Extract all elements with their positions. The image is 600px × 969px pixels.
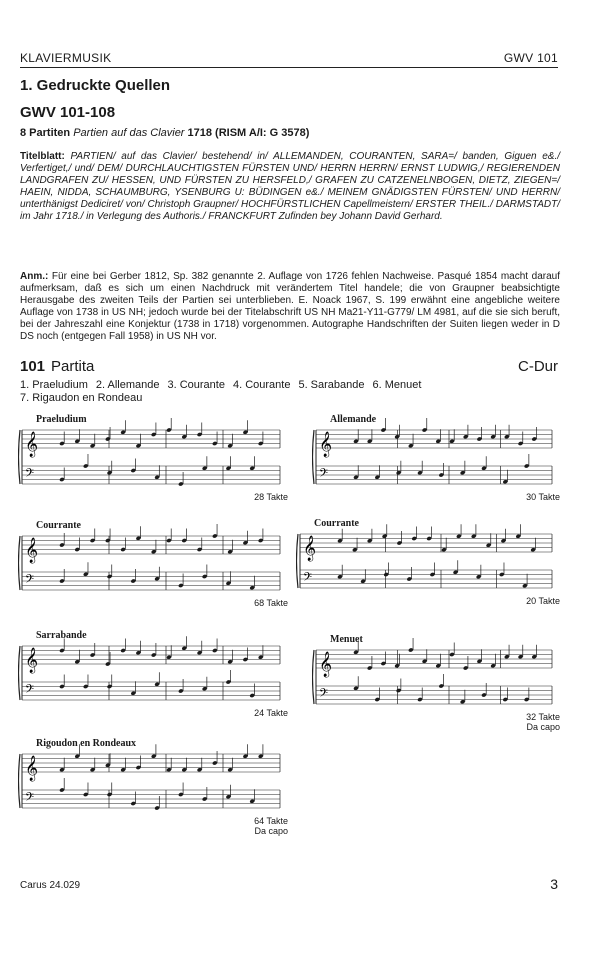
svg-text:𝄞: 𝄞 — [25, 538, 39, 563]
movement-item: 6. Menuet — [372, 379, 422, 391]
svg-text:𝄢: 𝄢 — [25, 683, 35, 699]
anm-paragraph — [20, 271, 560, 344]
takte-label: 28 Takte — [254, 492, 288, 502]
incipit-title: Courrante — [314, 518, 359, 529]
work-title: GWV 101-108 — [20, 104, 116, 121]
incipit-allemande — [312, 414, 560, 508]
svg-text:𝄢: 𝄢 — [319, 467, 329, 483]
svg-text:𝄢: 𝄢 — [319, 687, 329, 703]
anm-text: Für eine bei Gerber 1812, Sp. 382 genannte 2. Auflage von 1726 fehlen Nachweise. Pasqué 1854 macht darauf aufmerksam, daß es sich um einen Nachdruck mit verändertem Titel handele; die von Graupner beabsichtigte Herausgabe des zweiten Teils der Partien sei unterblieben. E. Noack 1967, S. 199 erwähnt eine angebliche weitere Auflage von 1738 in US NH; jedoch wurde bei der Titelabschrift US NH Ma21-Y11-G779/ LM 4981, auf die sie sich beruft, bei der Jahreszahl eine Konjektur (1738 in 1718) vorgenommen. Autographe Handschriften der Suiten liegen weder in D DS noch (entgegen Fall 1958) in US NH vor. — [20, 271, 560, 343]
running-header-left: KLAVIERMUSIK — [20, 51, 112, 65]
partita-heading — [20, 358, 94, 375]
da-capo-label: Da capo — [254, 826, 288, 836]
footer-catalog: Carus 24.029 — [20, 880, 81, 891]
movement-item: 1. Praeludium — [20, 379, 88, 391]
grand-staff — [18, 520, 284, 596]
takte-label: 68 Takte — [254, 598, 288, 608]
incipit-title: Menuet — [330, 634, 363, 645]
grand-staff — [18, 630, 284, 706]
movement-list — [20, 379, 560, 405]
svg-text:𝄞: 𝄞 — [319, 432, 333, 457]
movement-item: 5. Sarabande — [298, 379, 365, 391]
takte-label: 24 Takte — [254, 708, 288, 718]
partita-number: 101 — [20, 358, 46, 375]
movement-item: 7. Rigaudon en Rondeau — [20, 392, 143, 404]
incipit-menuet — [312, 634, 560, 740]
partita-name: Partita — [51, 358, 95, 375]
grand-staff — [18, 738, 284, 814]
svg-text:𝄞: 𝄞 — [319, 652, 333, 677]
subtitle-italic: Partien auf das Clavier — [70, 127, 188, 139]
section-title: 1. Gedruckte Quellen — [20, 77, 171, 94]
grand-staff — [296, 518, 556, 594]
grand-staff — [312, 634, 556, 710]
incipit-title: Allemande — [330, 414, 377, 425]
incipit-sarrabande — [18, 630, 288, 728]
takte-count — [254, 598, 288, 608]
incipit-title: Rigoudon en Rondeaux — [36, 738, 137, 749]
takte-count — [254, 492, 288, 502]
incipit-rigoudon — [18, 738, 288, 846]
work-subtitle — [20, 127, 309, 139]
takte-label: 32 Takte — [526, 712, 560, 722]
svg-text:𝄞: 𝄞 — [25, 432, 39, 457]
svg-text:𝄞: 𝄞 — [25, 756, 39, 781]
incipit-title: Sarrabande — [36, 630, 87, 641]
subtitle-bold-1: 8 Partiten — [20, 127, 71, 139]
subtitle-bold-2: 1718 (RISM A/I: G 3578) — [187, 127, 310, 139]
svg-text:𝄢: 𝄢 — [25, 573, 35, 589]
takte-label: 64 Takte — [254, 816, 288, 826]
movement-item: 3. Courante — [167, 379, 225, 391]
incipit-title: Praeludium — [36, 414, 87, 425]
header-rule — [20, 67, 558, 68]
anm-label: Anm.: — [20, 271, 49, 282]
takte-label: 30 Takte — [526, 492, 560, 502]
takte-label: 20 Takte — [526, 596, 560, 606]
svg-text:𝄢: 𝄢 — [303, 571, 313, 587]
svg-text:𝄞: 𝄞 — [25, 648, 39, 673]
takte-count — [254, 708, 288, 718]
takte-count — [254, 816, 288, 836]
running-header-right: GWV 101 — [503, 51, 558, 65]
titelblatt-paragraph — [20, 151, 560, 224]
grand-staff — [312, 414, 556, 490]
grand-staff — [18, 414, 284, 490]
takte-count — [526, 492, 560, 502]
incipit-praeludium — [18, 414, 288, 508]
page-number: 3 — [550, 876, 558, 892]
svg-text:𝄢: 𝄢 — [25, 791, 35, 807]
svg-text:𝄢: 𝄢 — [25, 467, 35, 483]
partita-key: C-Dur — [518, 358, 558, 375]
titelblatt-text: PARTIEN/ auf das Clavier/ bestehend/ in/ ALLEMANDEN, COURANTEN, SARA=/ banden, Giguen e&./ Verfertiget,/ und/ DEM/ DURCHLAUCHTIGSTEN FÜRSTEN UND/ HERRN HERRN/ ERNST LUDWIG,/ REGIERENDEN LANDGRAFEN ZU/ HESSEN, UND FÜRSTEN ZU HERSFELD,/ GRAFEN ZU CATZENELNBOGEN, DIETZ, ZIEGEN=/ HAEIN, NIDDA, SCHAUMBURG, YSENBURG U: BÜDINGEN e&./ MEINEM GNÄDIGSTEN FÜRSTEN/ UND HERRN/ unterthänigst Dediciret/ von/ Christoph Graupner/ HOCHFÜRSTLICHEN Capellmeistern/ ERSTER THEIL./ DARMSTADT/ im Jahr 1718./ in Verlegung des Authoris./ FRANCKFURT Zufinden bey Johann David Gerhard. — [20, 151, 560, 223]
incipit-title: Courrante — [36, 520, 81, 531]
svg-text:𝄞: 𝄞 — [303, 536, 317, 561]
titelblatt-label: Titelblatt: — [20, 151, 65, 162]
movement-item: 4. Courante — [232, 379, 291, 391]
takte-count — [526, 596, 560, 606]
incipit-courrante-1 — [18, 520, 288, 616]
incipit-courrante-2 — [296, 518, 560, 616]
takte-count — [526, 712, 560, 732]
da-capo-label: Da capo — [526, 722, 560, 732]
movement-item: 2. Allemande — [95, 379, 160, 391]
